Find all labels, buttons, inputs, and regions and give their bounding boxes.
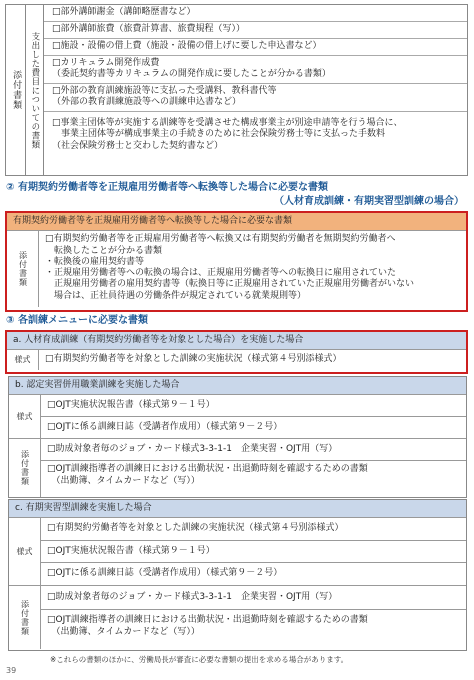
list-item: □OJT訓練指導者の訓練日における出勤状況・出退勤時刻を確認するための書類 （出勤簿、タイムカードなど（写））: [47, 615, 368, 637]
conversion-documents-box: [5, 211, 468, 312]
section-2-subtitle: （人材育成訓練・有期実習型訓練の場合）: [274, 196, 464, 207]
footnote: ※これらの書類のほかに、労働局長が審査に必要な書類の提出を求める場合があります。: [50, 655, 349, 664]
attached-docs-label: 添付書類: [9, 586, 41, 649]
table-row: □施設・設備の借上費（施設・設備の借上げに要した申込書など）: [44, 39, 467, 56]
form-label: 様式: [9, 395, 41, 438]
table-row: □部外講師謝金（講師略歴書など）: [44, 5, 467, 22]
list-item: □OJTに係る訓練日誌（受講者作成用）（様式第９－２号）: [47, 422, 283, 433]
table-row: □カリキュラム開発作成費 （委託契約書等カリキュラムの開発作成に要したことが分かる書類）: [44, 56, 467, 84]
training-a-header: a. 人材育成訓練（有期契約労働者等を対象とした場合）を実施した場合: [7, 332, 466, 350]
list-item: □OJT実施状況報告書（様式第９－１号）: [41, 541, 466, 563]
training-c-header: c. 有期実習型訓練を実施した場合: [9, 500, 466, 518]
table-row: □部外講師旅費（旅費計算書、旅費規程（写））: [44, 22, 467, 39]
page-number: 39: [6, 666, 17, 675]
list-item: □OJT実施状況報告書（様式第９－１号）: [41, 395, 466, 417]
list-item: □OJT訓練指導者の訓練日における出勤状況・出退勤時刻を確認するための書類 （出勤簿、タイムカードなど（写））: [47, 464, 368, 486]
expense-category-label: 支出した費目についての書類: [26, 5, 44, 175]
table-row: □事業主団体等が実施する訓練等を受講させた構成事業主が別途申請等を行う場合に、 事業主団体等が構成事業主の手続きのために社会保険労務士等に支払った手数料 （社会保険労務士と交わした契約書など）: [52, 118, 403, 151]
table-row: □外部の教育訓練施設等に支払った受講料、教科書代等 （外部の教育訓練施設等への訓練申込書など）: [44, 84, 467, 112]
form-label: 様式: [7, 350, 39, 370]
attached-docs-label: 添付書類: [7, 231, 39, 307]
section-3-title: ③ 各訓練メニューに必要な書類: [6, 315, 148, 326]
expense-documents-table: [5, 4, 468, 176]
form-label: 様式: [9, 518, 41, 585]
list-item: □OJTに係る訓練日誌（受講者作成用）（様式第９－２号）: [47, 568, 283, 579]
attached-docs-label: 添付書類: [6, 5, 26, 175]
conversion-doc-list: □有期契約労働者等を正規雇用労働者等へ転換又は有期契約労働者を無期契約労働者へ 転換したことが分かる書類 ・転換後の雇用契約書等 ・正規雇用労働者等への転換の場合は、正規雇用労働者等への転換日に雇用されていた 正規雇用労働者の雇用契約書等（転換日等に正規雇用されていた正規雇用労働者がいない 場合は、正社員待遇の労働条件が規定されている就業規則等）: [45, 234, 415, 301]
training-b-box: [8, 376, 467, 498]
training-b-header: b. 認定実習併用職業訓練を実施した場合: [9, 377, 466, 395]
list-item: □有期契約労働者等を対象とした訓練の実施状況（様式第４号別添様式）: [41, 518, 466, 541]
training-a-form: □有期契約労働者等を対象とした訓練の実施状況（様式第４号別添様式）: [45, 354, 342, 365]
attached-docs-label: 添付書類: [9, 439, 41, 497]
conversion-box-header: 有期契約労働者等を正規雇用労働者等へ転換等した場合に必要な書類: [7, 213, 466, 231]
training-a-box: [5, 330, 468, 374]
list-item: □助成対象者毎のジョブ・カード様式3-3-1-1 企業実習・OJT用（写）: [41, 586, 466, 610]
training-c-box: [8, 499, 467, 651]
list-item: □助成対象者毎のジョブ・カード様式3-3-1-1 企業実習・OJT用（写）: [41, 439, 466, 461]
section-2-title: ② 有期契約労働者等を正規雇用労働者等へ転換等した場合に必要な書類: [6, 182, 328, 193]
